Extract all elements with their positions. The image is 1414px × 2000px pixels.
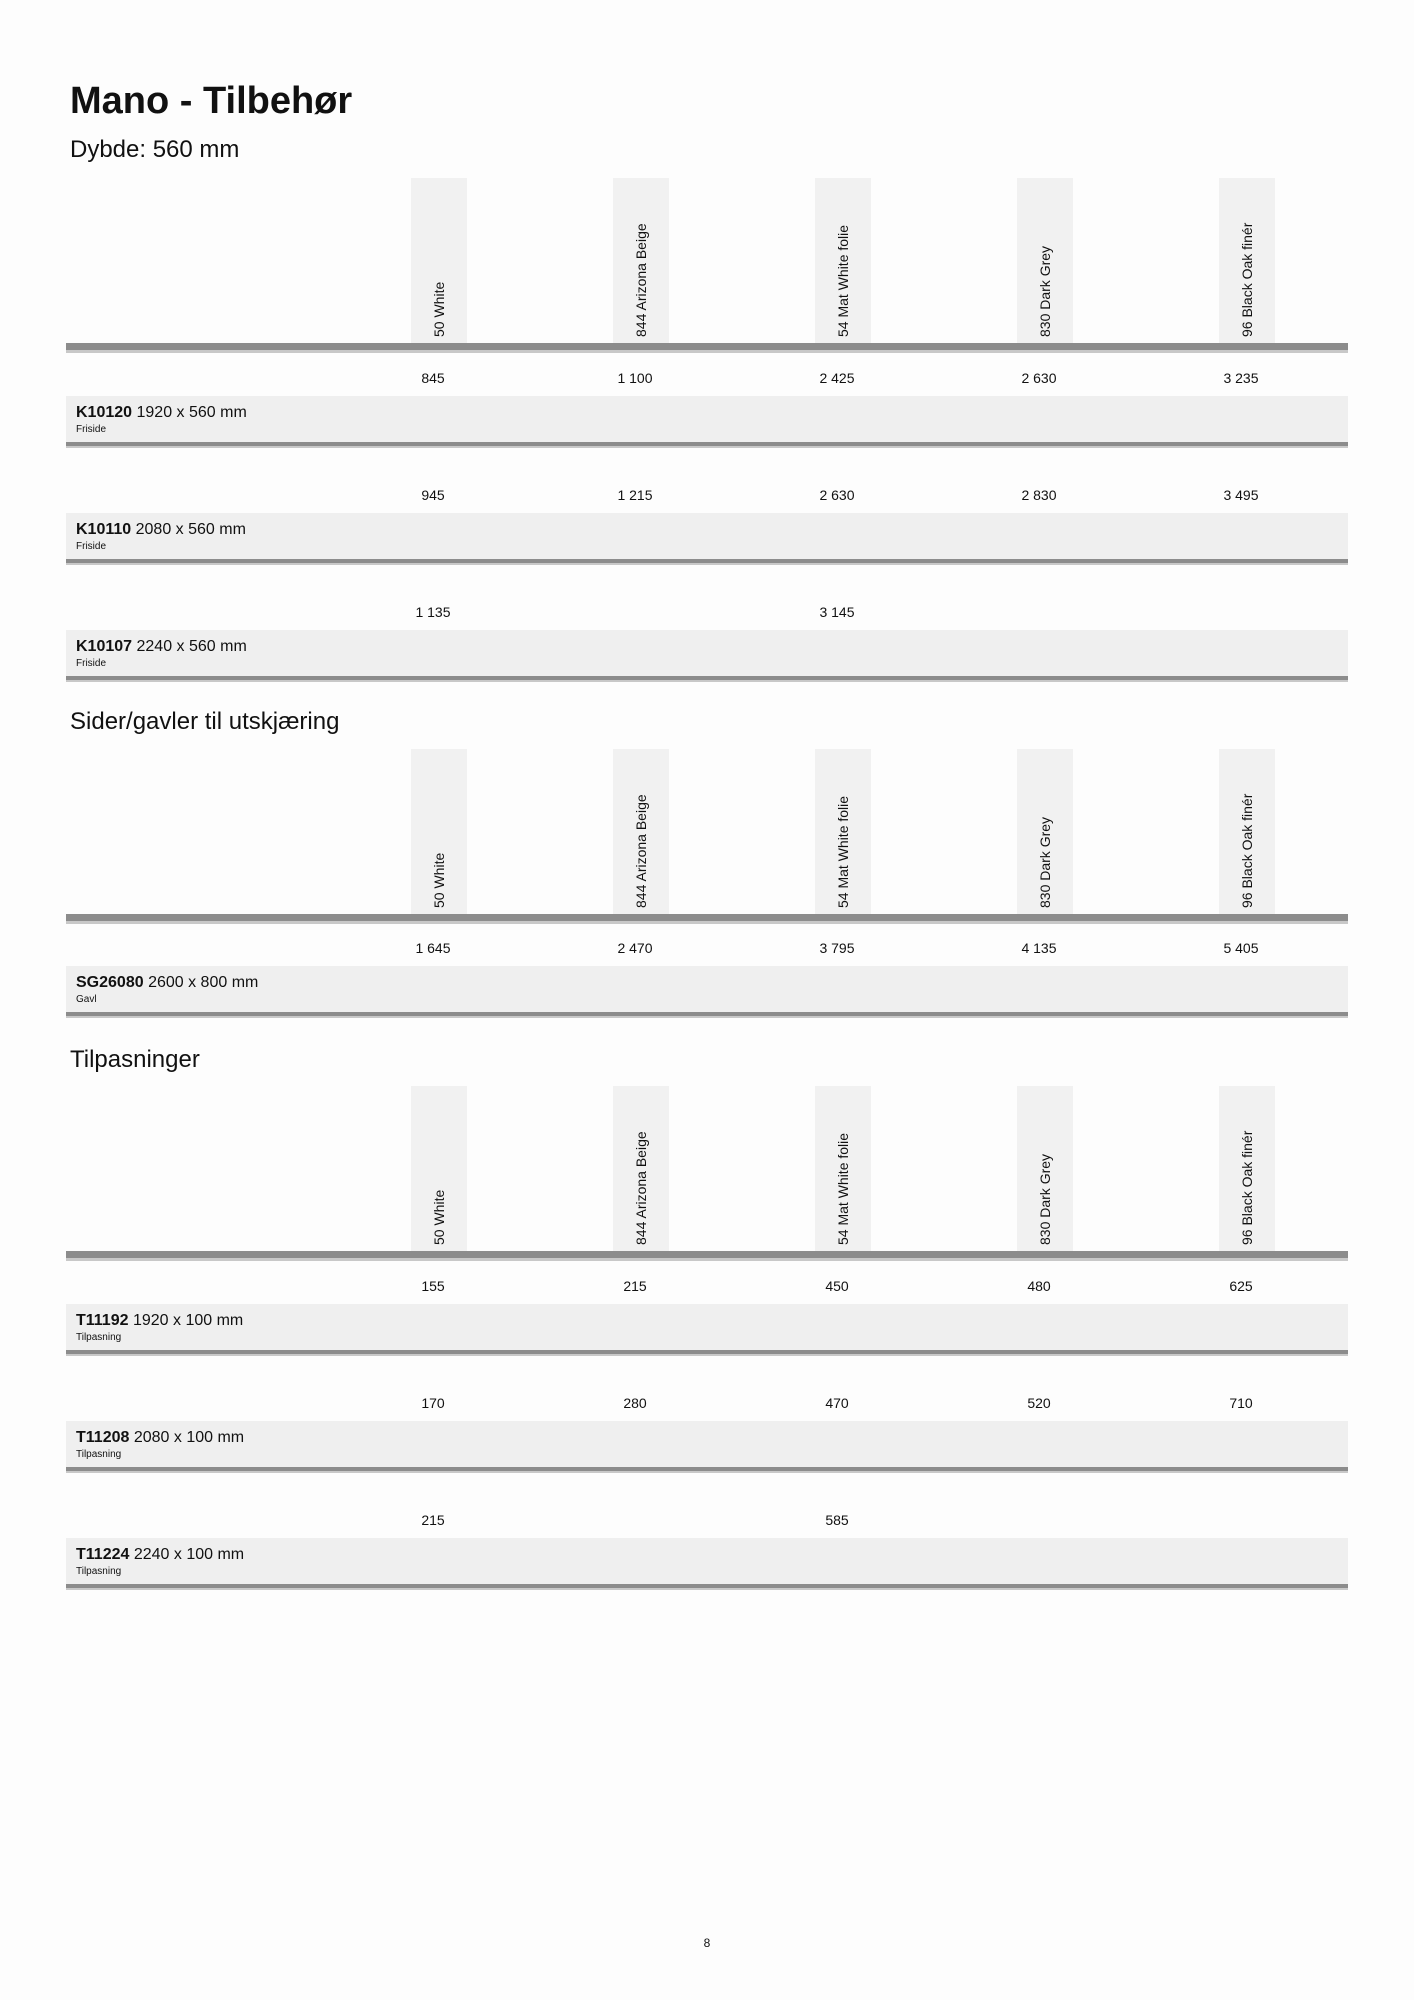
product-band (66, 966, 1348, 1012)
price: 170 (421, 1395, 445, 1411)
color-column (1017, 1086, 1073, 1251)
price: 5 405 (1223, 940, 1259, 956)
price: 215 (421, 1512, 445, 1528)
color-label: 50 White (431, 852, 447, 908)
product-row (66, 1498, 1348, 1603)
color-label: 50 White (431, 1189, 447, 1245)
color-column (613, 178, 669, 343)
price: 2 630 (819, 487, 855, 503)
product-description: Friside (76, 541, 107, 552)
product-divider (66, 442, 1348, 448)
product-code: T11208 (76, 1429, 130, 1446)
price: 4 135 (1021, 940, 1057, 956)
product-row (66, 926, 1348, 1031)
product-band (66, 1421, 1348, 1467)
color-column (411, 749, 467, 914)
product-size: 2600 x 800 mm (148, 974, 259, 991)
price: 3 145 (819, 604, 855, 620)
price: 1 100 (617, 370, 653, 386)
color-column (613, 749, 669, 914)
color-label: 830 Dark Grey (1037, 816, 1053, 908)
product-description: Friside (76, 658, 107, 669)
product-divider (66, 1467, 1348, 1473)
product-code: K10110 (76, 521, 132, 538)
product-description: Tilpasning (76, 1566, 122, 1577)
price: 2 830 (1021, 487, 1057, 503)
price: 470 (825, 1395, 849, 1411)
color-column (411, 178, 467, 343)
price: 710 (1229, 1395, 1253, 1411)
color-label: 830 Dark Grey (1037, 245, 1053, 337)
product-name (76, 974, 258, 992)
price: 1 215 (617, 487, 653, 503)
product-divider (66, 676, 1348, 682)
product-row (66, 1381, 1348, 1486)
color-label: 96 Black Oak finér (1239, 1130, 1255, 1245)
price: 1 135 (415, 604, 451, 620)
product-name (76, 1429, 244, 1447)
price: 2 630 (1021, 370, 1057, 386)
product-band (66, 396, 1348, 442)
product-row (66, 473, 1348, 578)
product-band (66, 630, 1348, 676)
color-label: 54 Mat White folie (835, 224, 851, 337)
color-label: 830 Dark Grey (1037, 1153, 1053, 1245)
product-size: 2240 x 560 mm (136, 638, 247, 655)
price: 625 (1229, 1278, 1253, 1294)
color-column (1219, 178, 1275, 343)
price: 945 (421, 487, 445, 503)
product-name (76, 638, 247, 656)
product-divider (66, 1350, 1348, 1356)
product-size: 2240 x 100 mm (133, 1546, 245, 1563)
product-size: 1920 x 100 mm (132, 1312, 244, 1329)
product-size: 2080 x 560 mm (135, 521, 246, 538)
product-row (66, 590, 1348, 695)
color-header (66, 178, 1348, 353)
price: 480 (1027, 1278, 1051, 1294)
product-row (66, 356, 1348, 461)
header-divider (66, 914, 1348, 924)
page-subtitle: Dybde: 560 mm (70, 136, 240, 163)
product-divider (66, 1584, 1348, 1590)
product-divider (66, 559, 1348, 565)
page-number: 8 (703, 1936, 711, 1950)
product-description: Gavl (76, 994, 97, 1005)
product-name (76, 1546, 244, 1564)
color-label: 96 Black Oak finér (1239, 222, 1255, 337)
product-band (66, 1538, 1348, 1584)
color-column (411, 1086, 467, 1251)
header-divider (66, 343, 1348, 353)
price: 155 (421, 1278, 445, 1294)
product-code: T11192 (76, 1312, 129, 1329)
product-band (66, 513, 1348, 559)
color-column (815, 749, 871, 914)
page-title: Mano - Tilbehør (70, 80, 353, 122)
price: 215 (623, 1278, 647, 1294)
color-label: 54 Mat White folie (835, 1132, 851, 1245)
product-code: K10107 (76, 638, 133, 655)
product-code: T11224 (76, 1546, 130, 1563)
price: 280 (623, 1395, 647, 1411)
product-band (66, 1304, 1348, 1350)
product-description: Friside (76, 424, 107, 435)
product-description: Tilpasning (76, 1332, 122, 1343)
color-header (66, 749, 1348, 924)
color-column (815, 178, 871, 343)
color-column (1219, 749, 1275, 914)
product-name (76, 404, 247, 422)
price: 2 470 (617, 940, 653, 956)
product-size: 2080 x 100 mm (133, 1429, 245, 1446)
product-row (66, 1264, 1348, 1369)
color-column (613, 1086, 669, 1251)
color-label: 844 Arizona Beige (633, 1131, 649, 1245)
product-code: K10120 (76, 404, 133, 421)
product-description: Tilpasning (76, 1449, 122, 1460)
price: 1 645 (415, 940, 451, 956)
color-label: 96 Black Oak finér (1239, 793, 1255, 908)
price: 3 235 (1223, 370, 1259, 386)
price: 450 (825, 1278, 849, 1294)
product-code: SG26080 (76, 974, 144, 991)
product-size: 1920 x 560 mm (136, 404, 247, 421)
price: 520 (1027, 1395, 1051, 1411)
product-divider (66, 1012, 1348, 1018)
color-label: 844 Arizona Beige (633, 794, 649, 908)
section-title: Sider/gavler til utskjæring (70, 708, 340, 735)
color-label: 50 White (431, 281, 447, 337)
color-column (815, 1086, 871, 1251)
price: 585 (825, 1512, 849, 1528)
price: 845 (421, 370, 445, 386)
color-column (1219, 1086, 1275, 1251)
price: 2 425 (819, 370, 855, 386)
section-title: Tilpasninger (70, 1046, 200, 1073)
color-column (1017, 749, 1073, 914)
product-name (76, 1312, 243, 1330)
price: 3 795 (819, 940, 855, 956)
color-column (1017, 178, 1073, 343)
color-label: 54 Mat White folie (835, 795, 851, 908)
color-label: 844 Arizona Beige (633, 223, 649, 337)
product-name (76, 521, 246, 539)
price: 3 495 (1223, 487, 1259, 503)
header-divider (66, 1251, 1348, 1261)
color-header (66, 1086, 1348, 1261)
